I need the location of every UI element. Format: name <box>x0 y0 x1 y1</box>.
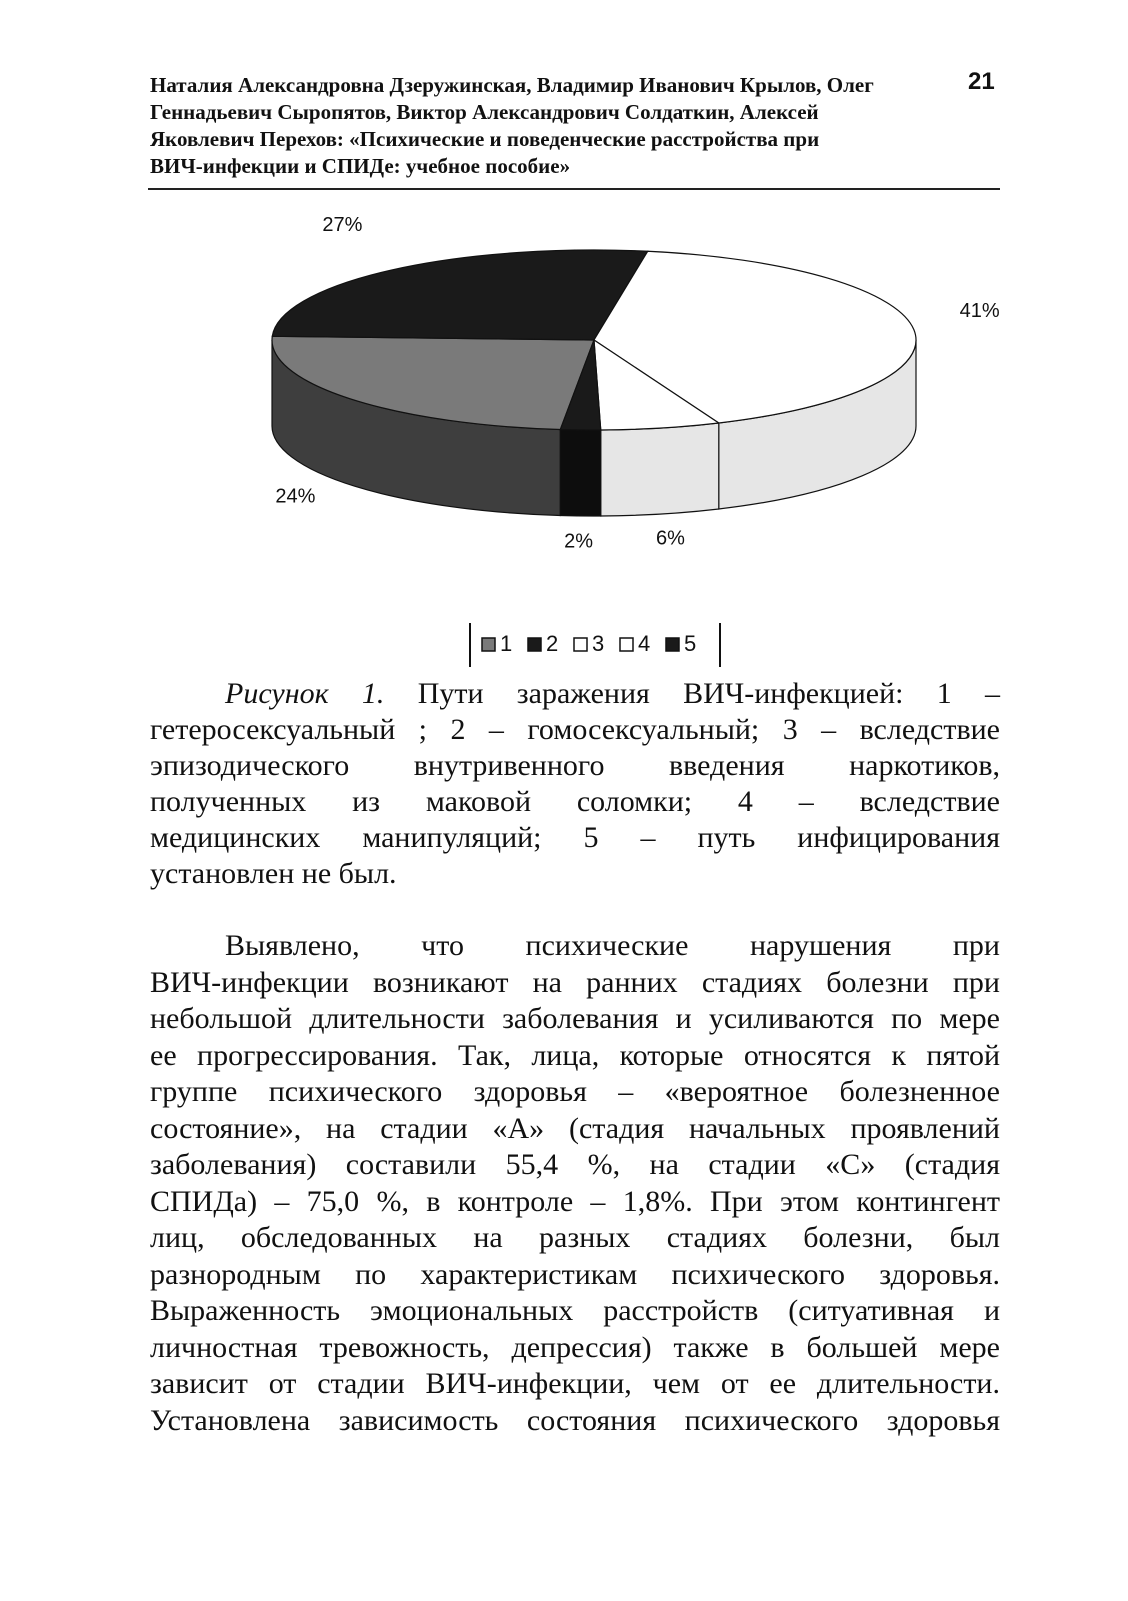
legend-label-1: 1 <box>500 631 513 656</box>
caption-line: эпизодического внутривенного введения наркотиков, <box>150 749 1000 782</box>
body-paragraph <box>150 928 1000 1439</box>
pie-chart <box>0 0 1128 700</box>
caption-line: установлен не был. <box>150 857 397 890</box>
body-line: ее прогрессирования. Так, лица, которые относятся к пятой <box>150 1038 1000 1072</box>
body-line: Выявлено, что психические нарушения при <box>225 929 1000 962</box>
figure-caption <box>150 676 1000 892</box>
caption-line: полученных из маковой соломки; 4 – вследствие <box>150 785 1000 818</box>
pie-slice-2 <box>272 250 647 340</box>
figure-label: Рисунок 1. <box>225 677 385 710</box>
body-line: Установлена зависимость состояния психического здоровья <box>150 1403 1000 1437</box>
legend-label-2: 2 <box>546 631 559 656</box>
legend-label-5: 5 <box>684 631 697 656</box>
header-line: Яковлевич Перехов: «Психические и поведенческие расстройства при <box>150 127 820 151</box>
pie-slice-side-5 <box>560 430 600 516</box>
header-line: Геннадьевич Сыропятов, Виктор Александрович Солдаткин, Алексей <box>150 100 819 124</box>
legend-swatch-2 <box>528 638 541 651</box>
slice-label-4: 6% <box>656 527 685 550</box>
slice-label-5: 2% <box>564 530 594 553</box>
legend-swatch-5 <box>666 638 679 651</box>
caption-text: Пути заражения ВИЧ-инфекцией: 1 – <box>384 677 1000 710</box>
slice-label-3: 41% <box>959 300 1000 323</box>
legend-label-3: 3 <box>592 631 605 656</box>
body-line: ВИЧ-инфекции возникают на ранних стадиях болезни при <box>150 965 1000 999</box>
body-line: лиц, обследованных на разных стадиях болезни, был <box>150 1221 1000 1254</box>
header-line: ВИЧ-инфекции и СПИДе: учебное пособие» <box>150 154 571 178</box>
caption-line: гетеросексуальный ; 2 – гомосексуальный; 3 – вследствие <box>150 713 1000 746</box>
slice-label-2: 27% <box>322 214 363 236</box>
body-line: состояние», на стадии «А» (стадия начальных проявлений <box>150 1111 1000 1145</box>
body-line: зависит от стадии ВИЧ-инфекции, чем от ее длительности. <box>150 1367 1000 1400</box>
body-line: разнородным по характеристикам психического здоровья. <box>150 1257 1000 1291</box>
page-number: 21 <box>968 68 995 95</box>
caption-line <box>150 676 1000 712</box>
body-line: Выраженность эмоциональных расстройств (ситуативная и <box>150 1294 1000 1327</box>
pie-slice-side-4 <box>601 423 719 516</box>
body-line: СПИДа) – 75,0 %, в контроле – 1,8%. При этом контингент <box>150 1184 1000 1218</box>
legend-swatch-4 <box>620 638 633 651</box>
body-line: небольшой длительности заболевания и усиливаются по мере <box>150 1002 1000 1035</box>
body-line: группе психического здоровья – «вероятное болезненное <box>150 1075 1000 1108</box>
slice-label-1: 24% <box>275 485 316 508</box>
pie-slices <box>272 250 916 516</box>
header-line: Наталия Александровна Дзеружинская, Владимир Иванович Крылов, Олег <box>150 73 874 97</box>
legend-label-4: 4 <box>638 631 651 656</box>
body-line: заболевания) составили 55,4 %, на стадии «С» (стадия <box>150 1148 1000 1181</box>
caption-line: медицинских манипуляций; 5 – путь инфицирования <box>150 821 1000 854</box>
legend-swatch-3 <box>574 638 587 651</box>
legend-swatch-1 <box>482 638 495 651</box>
body-line: личностная тревожность, депрессия) также в большей мере <box>150 1330 1000 1364</box>
chart-legend <box>470 623 720 667</box>
